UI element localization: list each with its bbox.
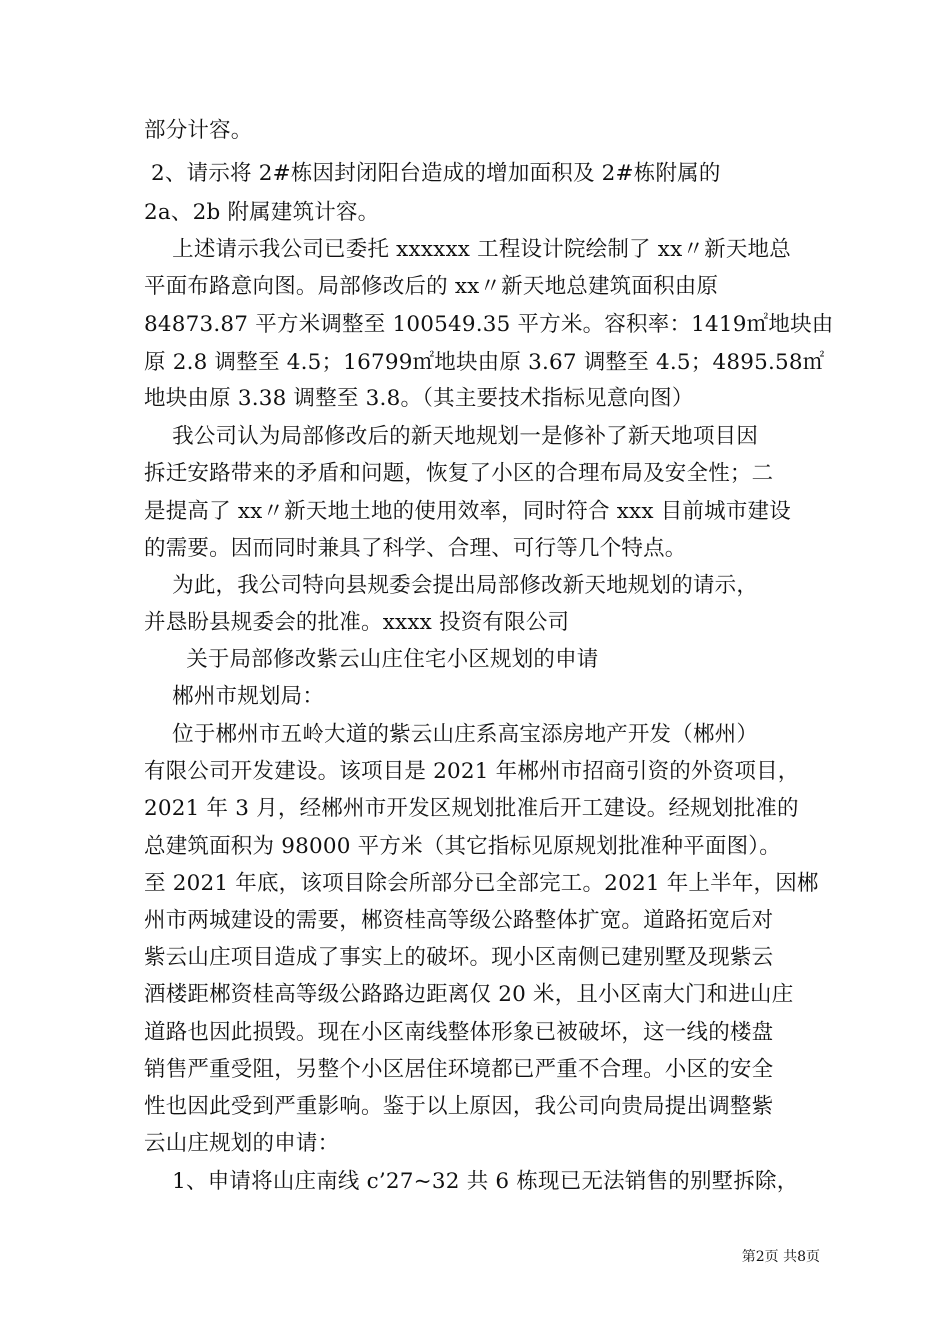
text-line: 84873.87 平方米调整至 100549.35 平方米。容积率：1419㎡地块由 bbox=[144, 312, 834, 337]
text-line: 是提高了 xx〃新天地土地的使用效率，同时符合 xxx 目前城市建设 bbox=[144, 499, 791, 524]
text-line: 1、申请将山庄南线 c’27~32 共 6 栋现已无法销售的别墅拆除， bbox=[144, 1169, 799, 1194]
footer-middle: 页 共 bbox=[764, 1249, 798, 1265]
text-line: 我公司认为局部修改后的新天地规划一是修补了新天地项目因 bbox=[144, 424, 759, 449]
page-footer bbox=[600, 1247, 820, 1267]
text-line: 2a、2b 附属建筑计容。 bbox=[144, 200, 380, 225]
text-line: 云山庄规划的申请： bbox=[144, 1131, 340, 1156]
text-line: 2、请示将 2#栋因封闭阳台造成的增加面积及 2#栋附属的 bbox=[144, 161, 721, 186]
text-line: 有限公司开发建设。该项目是 2021 年郴州市招商引资的外资项目， bbox=[144, 759, 800, 784]
text-line: 原 2.8 调整至 4.5；16799㎡地块由原 3.67 调整至 4.5；4895.58㎡ bbox=[144, 350, 825, 375]
text-line: 道路也因此损毁。现在小区南线整体形象已被破坏，这一线的楼盘 bbox=[144, 1020, 774, 1045]
text-line: 的需要。因而同时兼具了科学、合理、可行等几个特点。 bbox=[144, 536, 687, 561]
text-line: 销售严重受阻，另整个小区居住环境都已严重不合理。小区的安全 bbox=[144, 1057, 774, 1082]
text-line: 至 2021 年底，该项目除会所部分已全部完工。2021 年上半年，因郴 bbox=[144, 871, 819, 896]
text-line: 州市两城建设的需要，郴资桂高等级公路整体扩宽。道路拓宽后对 bbox=[144, 908, 774, 933]
footer-total-pages: 8 bbox=[797, 1249, 806, 1265]
salutation: 郴州市规划局： bbox=[144, 684, 325, 709]
footer-suffix: 页 bbox=[806, 1249, 820, 1265]
text-line: 2021 年 3 月，经郴州市开发区规划批准后开工建设。经规划批准的 bbox=[144, 796, 799, 821]
text-line: 紫云山庄项目造成了事实上的破坏。现小区南侧已建别墅及现紫云 bbox=[144, 945, 774, 970]
text-line: 上述请示我公司已委托 xxxxxx 工程设计院绘制了 xx〃新天地总 bbox=[144, 237, 791, 262]
section-title: 关于局部修改紫云山庄住宅小区规划的申请 bbox=[144, 647, 599, 672]
text-line: 并恳盼县规委会的批准。xxxx 投资有限公司 bbox=[144, 610, 570, 635]
footer-prefix: 第 bbox=[741, 1249, 756, 1265]
text-line: 平面布路意向图。局部修改后的 xx〃新天地总建筑面积由原 bbox=[144, 274, 719, 299]
footer-current-page: 2 bbox=[755, 1249, 765, 1265]
text-line: 性也因此受到严重影响。鉴于以上原因，我公司向贵局提出调整紫 bbox=[144, 1094, 774, 1119]
text-line: 部分计容。 bbox=[144, 118, 253, 143]
text-line: 地块由原 3.38 调整至 3.8。（其主要技术指标见意向图） bbox=[144, 386, 694, 411]
text-line: 总建筑面积为 98000 平方米（其它指标见原规划批准种平面图）。 bbox=[144, 834, 781, 859]
text-line: 酒楼距郴资桂高等级公路路边距离仅 20 米，且小区南大门和进山庄 bbox=[144, 982, 794, 1007]
text-line: 拆迁安路带来的矛盾和问题，恢复了小区的合理布局及安全性；二 bbox=[144, 461, 774, 486]
text-line: 位于郴州市五岭大道的紫云山庄系高宝添房地产开发（郴州） bbox=[144, 722, 759, 747]
text-line: 为此，我公司特向县规委会提出局部修改新天地规划的请示， bbox=[144, 573, 759, 598]
